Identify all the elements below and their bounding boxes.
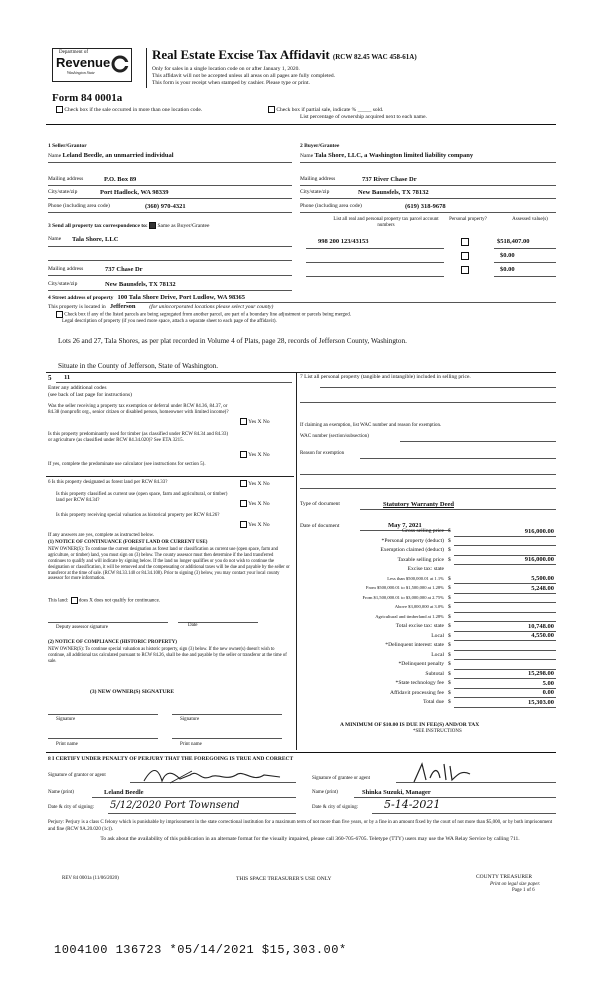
sec5-q2-yesno-label: Yes X No bbox=[248, 451, 270, 458]
minimum-due-note: A MINIMUM OF $10.00 IS DUE IN FEE(S) AND/OR TAX bbox=[340, 722, 480, 728]
sec5-code[interactable]: 11 bbox=[64, 374, 71, 381]
sec5-q1: Was the seller receiving a property tax exemption or deferral under RCW 84.36, 84.37, or 84.38 (nonprofit org., senior citizen or disabled person, homeowner with limited income)? bbox=[48, 404, 229, 415]
parcels-col1: List all real and personal property tax parcel account numbers bbox=[333, 217, 439, 228]
multi-location-checkbox[interactable] bbox=[56, 106, 63, 113]
buyer-city[interactable]: New Baunsfels, TX 78132 bbox=[358, 189, 429, 196]
sec6-q1-yesno[interactable] bbox=[240, 480, 270, 487]
calc-row-label: Subtotal bbox=[425, 670, 444, 677]
calc-row-value[interactable]: 10,748.00 bbox=[528, 622, 554, 630]
grantor-date-city[interactable]: 5/12/2020 Port Townsend bbox=[110, 800, 240, 811]
calc-row-dollar: $ bbox=[448, 537, 451, 544]
check-partial-sale[interactable] bbox=[268, 106, 383, 113]
new-owner-signature-2: Signature bbox=[180, 717, 200, 722]
parcels-col3: Assessed value(s) bbox=[512, 217, 548, 222]
form-title-ref: (RCW 82.45 WAC 458-61A) bbox=[332, 53, 417, 61]
sec6-q2-yesno-label: Yes X No bbox=[248, 500, 270, 507]
grantee-date[interactable]: 5-14-2021 bbox=[384, 798, 441, 811]
sec3-name[interactable]: Tala Shore, LLC bbox=[72, 236, 119, 243]
form-title bbox=[152, 48, 417, 63]
perjury-statement: Perjury: Perjury is a class C felony which is punishable by imprisonment in the state correctional institution for a maximum term of not more than five years, or by a fine in an amount fixed by the court of not more than $5,000, or by both imprisonment and fine (RCW 9A.20.020 (1c)). bbox=[48, 820, 553, 832]
parcel-row-2-value[interactable]: $0.00 bbox=[500, 252, 515, 259]
grantor-date-label: Date & city of signing: bbox=[48, 805, 95, 810]
page-number: Page 1 of 6 bbox=[512, 888, 535, 893]
sec5-q1-yesno-label: Yes X No bbox=[248, 418, 270, 425]
calc-row-dollar: $ bbox=[448, 594, 451, 601]
calc-row-value[interactable]: 5,500.00 bbox=[531, 575, 554, 582]
seller-city[interactable]: Port Hadlock, WA 98339 bbox=[100, 189, 169, 196]
form-title-text: Real Estate Excise Tax Affidavit bbox=[152, 47, 330, 62]
calc-row-dollar: $ bbox=[448, 623, 451, 629]
form-number: Form 84 0001a bbox=[52, 92, 123, 104]
sec7-label: 7 List all personal property (tangible and intangible) included in selling price. bbox=[300, 374, 471, 380]
deputy-date-label: Date bbox=[188, 623, 198, 628]
calc-row-line bbox=[454, 545, 556, 546]
sec6-q3-yesno-label: Yes X No bbox=[248, 521, 270, 528]
calc-row-value[interactable]: 4,550.00 bbox=[531, 632, 554, 639]
calc-row-dollar: $ bbox=[448, 547, 451, 553]
grantor-signature-label: Signature of grantor or agent bbox=[48, 773, 106, 778]
parcel-row-1-value[interactable]: $518,407.00 bbox=[497, 238, 530, 245]
calc-row-dollar: $ bbox=[448, 528, 451, 534]
grantee-name[interactable]: Shinka Suzuki, Manager bbox=[362, 789, 431, 796]
calc-row-label: *State technology fee bbox=[395, 680, 444, 686]
new-owner-signature-label: (3) NEW OWNER(S) SIGNATURE bbox=[90, 689, 174, 695]
sec6-q2: Is this property classified as current use (open space, farm and agricultural, or timber) land per RCW 84.34? bbox=[56, 492, 228, 503]
same-as-buyer-checkbox[interactable] bbox=[149, 222, 156, 229]
does-qualify-label: does X does not qualify for continuance. bbox=[78, 598, 161, 604]
sec3-mail[interactable]: 737 Chase Dr bbox=[105, 266, 143, 273]
sec3-label: 3 Send all property tax correspondence to: bbox=[48, 222, 148, 229]
notice-continuance-title: (1) NOTICE OF CONTINUANCE (FOREST LAND OR CURRENT USE) bbox=[48, 540, 208, 545]
sec4-street-label: 4 Street address of property bbox=[48, 295, 114, 301]
grantee-name-label: Name (print) bbox=[312, 790, 338, 795]
seller-name-label: Name bbox=[48, 153, 62, 159]
sec5-q2-yesno[interactable] bbox=[240, 451, 270, 458]
parcels-col2: Personal property? bbox=[449, 217, 487, 222]
property-street[interactable]: 100 Tala Shore Drive, Port Ludlow, WA 98365 bbox=[117, 294, 245, 301]
treasurer-receipt-stamp: 1004100 136723 *05/14/2021 $15,303.00* bbox=[54, 943, 347, 957]
calc-row-label: *Delinquent interest: state bbox=[385, 642, 444, 648]
sec4-located-row bbox=[48, 303, 273, 310]
calc-row-line bbox=[454, 640, 556, 641]
buyer-section-label: 2 Buyer/Grantee bbox=[300, 143, 340, 149]
docdate-label: Date of document bbox=[300, 523, 340, 529]
seller-name-row bbox=[48, 152, 174, 159]
calc-row-line bbox=[454, 593, 556, 594]
calc-row-label: *Personal property (deduct) bbox=[381, 537, 444, 544]
calc-row-dollar: $ bbox=[448, 585, 451, 591]
grantee-signature-label: Signature of grantee or agent bbox=[312, 776, 371, 781]
sec7-reason-label: Reason for exemption bbox=[300, 451, 345, 456]
calc-row-dollar: $ bbox=[448, 689, 451, 696]
buyer-mail[interactable]: 737 River Chase Dr bbox=[362, 176, 417, 183]
sec6-q1: 6 Is this property designated as forest land per RCW 84.33? bbox=[48, 480, 168, 485]
legal-description-situate[interactable]: Situate in the County of Jefferson, State of Washington. bbox=[58, 362, 219, 370]
sec6-q4: If any answers are yes, complete as instructed below. bbox=[48, 533, 155, 538]
grantor-name[interactable]: Leland Beedle bbox=[104, 789, 144, 796]
sec6-q1-yes-checkbox[interactable] bbox=[240, 480, 247, 487]
sec5-q3: If yes, complete the predominate use calculator (see instructions for section 5). bbox=[48, 462, 206, 467]
seller-section-label: 1 Seller/Grantor bbox=[48, 143, 87, 149]
doctype-label: Type of document bbox=[300, 501, 340, 507]
header-note-3: This form is your receipt when stamped by cashier. Please type or print. bbox=[152, 80, 310, 86]
sec6-q3-yes-checkbox[interactable] bbox=[240, 521, 247, 528]
parcel-row-3-personal-checkbox[interactable] bbox=[461, 266, 469, 274]
calc-row-line bbox=[454, 650, 556, 651]
calc-row-label: From $1,500,000.01 to $3,000,000 at 2.75% bbox=[362, 594, 444, 600]
seller-phone-label: Phone (including area code) bbox=[48, 203, 110, 209]
sec7-exempt-note: If claiming an exemption, list WAC number and reason for exemption. bbox=[300, 423, 442, 428]
calc-row-line bbox=[454, 564, 556, 565]
calc-row-line bbox=[454, 678, 556, 679]
sec5-number: 5 bbox=[48, 374, 52, 382]
sec5-q2-yes-checkbox[interactable] bbox=[240, 451, 247, 458]
calc-row-label: Affidavit processing fee bbox=[390, 689, 444, 696]
sec5-enter-codes: Enter any additional codes bbox=[48, 385, 107, 391]
calc-row-value[interactable]: 5.00 bbox=[542, 679, 554, 687]
calc-row-dollar: $ bbox=[448, 670, 451, 677]
check-multi-location[interactable] bbox=[56, 106, 202, 113]
logo-dept-small: Department of bbox=[59, 50, 89, 55]
calc-row-label: Local bbox=[431, 651, 444, 658]
grantor-name-label: Name (print) bbox=[48, 790, 74, 795]
seller-phone[interactable]: (360) 970-4321 bbox=[145, 203, 186, 210]
calc-row-value[interactable]: 916,000.00 bbox=[524, 527, 554, 535]
sec6-q3-yesno[interactable] bbox=[240, 521, 270, 528]
calc-row-label: Excise tax: state bbox=[407, 566, 444, 572]
calc-row-line bbox=[454, 612, 556, 613]
calc-row-label: Total excise tax: state bbox=[395, 623, 444, 629]
calc-row-line bbox=[454, 707, 556, 708]
calc-row-dollar: $ bbox=[448, 680, 451, 686]
sec6-q3: Is this property receiving special valuation as historical property per RCW 84.26? bbox=[56, 513, 220, 518]
legal-description-lots[interactable]: Lots 26 and 27, Tala Shores, as per plat recorded in Volume 4 of Plats, page 28, records of Jefferson County, Washington. bbox=[58, 337, 407, 345]
buyer-phone-label: Phone (including area code) bbox=[300, 203, 362, 209]
grantor-signature[interactable] bbox=[140, 765, 290, 787]
doctype-value[interactable]: Statutory Warranty Deed bbox=[383, 501, 455, 508]
sec6-q2-yesno[interactable] bbox=[240, 500, 270, 507]
parcel-row-3-value[interactable]: $0.00 bbox=[500, 266, 515, 273]
grantee-signature[interactable] bbox=[410, 760, 480, 786]
calc-row-line bbox=[454, 688, 556, 689]
calc-row-dollar: $ bbox=[448, 651, 451, 658]
seller-mail-label: Mailing address bbox=[48, 176, 84, 182]
sec5-q1-yes-checkbox[interactable] bbox=[240, 418, 247, 425]
calc-row-value[interactable]: 916,000.00 bbox=[524, 556, 554, 563]
partial-sale-checkbox[interactable] bbox=[268, 106, 275, 113]
sec3-name-label: Name bbox=[48, 236, 62, 242]
new-owner-print-2: Print name bbox=[180, 742, 202, 747]
county-treasurer: COUNTY TREASURER bbox=[476, 874, 533, 880]
calc-row-label: Taxable selling price bbox=[397, 556, 444, 563]
notice-compliance-body: NEW OWNER(S): To continue special valuation as historic property, sign (3) below. If the new owner(s) doesn't wish to continue, all additional tax calculated pursuant to RCW 84.26, shall be due and payable by the seller or transferor at the time of sale. bbox=[48, 647, 287, 664]
does-qualify-checkbox[interactable] bbox=[71, 597, 78, 604]
new-owner-print-1: Print name bbox=[56, 742, 78, 747]
legal-description-label: Legal description of property (if you need more space, attach a separate sheet to each page of the affidavit). bbox=[62, 319, 277, 324]
calc-row-label: Exemption claimed (deduct) bbox=[380, 547, 444, 553]
form-revision: REV 84 0001a (11/06/2020) bbox=[62, 876, 119, 881]
treasurer-use-only: THIS SPACE TREASURER'S USE ONLY bbox=[236, 876, 332, 882]
seller-mail[interactable]: P.O. Box 89 bbox=[104, 176, 137, 183]
calc-row-value[interactable]: 15,298.00 bbox=[528, 670, 554, 677]
dor-logo bbox=[52, 48, 132, 82]
deputy-assessor-label: Deputy assessor signature bbox=[56, 625, 108, 630]
sec7-wac-label: WAC number (section/subsection) bbox=[300, 434, 369, 439]
calc-row-label: Less than $500,000.01 at 1.1% bbox=[387, 575, 444, 581]
this-land-row bbox=[48, 597, 160, 604]
parcel-row-2-personal-checkbox[interactable] bbox=[461, 252, 469, 260]
check-partial-label: Check box if partial sale, indicate % _____ sold. bbox=[276, 106, 384, 113]
calc-row-dollar: $ bbox=[448, 642, 451, 648]
seller-name[interactable]: Leland Beedle, an unmarried individual bbox=[62, 152, 174, 159]
seller-city-label: City/state/zip bbox=[48, 189, 78, 195]
segregated-row[interactable] bbox=[56, 311, 351, 318]
calc-row-value[interactable]: 0.00 bbox=[542, 689, 554, 696]
this-land-label: This land: bbox=[48, 598, 69, 604]
parcel-row-1-num[interactable]: 998 200 123/43153 bbox=[318, 238, 369, 245]
docdate-value[interactable]: May 7, 2021 bbox=[388, 522, 422, 529]
notice-continuance-body: NEW OWNER(S): To continue the current designation as forest land or classification as current use (open space, farm and agriculture, or timber) land, you must sign on (3) below. The county assessor must then determine if the land transferred continues to qualify and will indicate by signing below. If the land no longer qualifies or you do not wish to continue the designation or classification, it will be removed and the compensating or additional taxes will be due and payable by the seller or transferor at the time of sale. (RCW 84.33.140 or 84.34.108). Prior to signing (3) below, you may contact your local county assessor for more information. bbox=[48, 547, 290, 582]
logo-revenue: Revenue bbox=[56, 55, 111, 70]
sec4-located-label: This property is located in bbox=[48, 304, 106, 310]
legal-paper-note: Print on legal size paper. bbox=[490, 882, 541, 887]
calc-row-value[interactable]: 5,248.00 bbox=[531, 584, 554, 592]
sec5-see-instructions: (see back of last page for instructions) bbox=[48, 392, 132, 398]
sec3-label-row bbox=[48, 222, 209, 229]
calc-row-line bbox=[454, 536, 556, 537]
calc-row-dollar: $ bbox=[448, 699, 451, 705]
sec6-q1-yesno-label: Yes X No bbox=[248, 480, 270, 487]
sec4-street-row bbox=[48, 294, 245, 301]
calc-row-dollar: $ bbox=[448, 556, 451, 563]
calc-row-value[interactable]: 15,303.00 bbox=[528, 698, 554, 706]
notice-compliance-title: (2) NOTICE OF COMPLIANCE (HISTORIC PROPERTY) bbox=[48, 640, 177, 645]
calc-row-label: Total due bbox=[423, 699, 444, 705]
logo-swirl-icon bbox=[111, 55, 129, 73]
buyer-name-label: Name bbox=[300, 153, 314, 159]
calc-row-dollar: $ bbox=[448, 661, 451, 667]
list-percentage-note: List percentage of ownership acquired next to each name. bbox=[300, 114, 427, 120]
calc-row-label: *Delinquent penalty bbox=[398, 661, 444, 667]
buyer-name-row bbox=[300, 152, 473, 159]
segregated-checkbox[interactable] bbox=[56, 311, 63, 318]
certify-statement: 8 I CERTIFY UNDER PENALTY OF PERJURY THAT THE FOREGOING IS TRUE AND CORRECT bbox=[48, 756, 294, 762]
sec6-q2-yes-checkbox[interactable] bbox=[240, 500, 247, 507]
segregated-label: Check box if any of the listed parcels are being segregated from another parcel, are part of a boundary line adjustment or parcels being merged. bbox=[64, 312, 351, 318]
header-note-2: This affidavit will not be accepted unless all areas on all pages are fully completed. bbox=[152, 73, 336, 79]
same-as-buyer-label: Same as Buyer/Grantee bbox=[157, 222, 210, 229]
sec3-mail-label: Mailing address bbox=[48, 266, 84, 272]
buyer-mail-label: Mailing address bbox=[300, 176, 336, 182]
sec3-city-label: City/state/zip bbox=[48, 281, 78, 287]
alternate-format-note: To ask about the availability of this publication in an alternate format for the visually impaired, please call 360-705-6705. Teletype (TTY) users may use the WA Relay Service by calling 711. bbox=[100, 836, 520, 842]
sec5-q1-yesno[interactable] bbox=[240, 418, 270, 425]
calc-row-label: Agricultural and timberland at 1.28% bbox=[375, 613, 444, 619]
sec4-unincorp-note: (for unincorporated locations please select your county) bbox=[149, 304, 274, 310]
calc-row-line bbox=[454, 602, 556, 603]
calc-row-label: Above $3,000,000 at 3.0% bbox=[394, 604, 444, 609]
header-note-1: Only for sales in a single location code on or after January 1, 2020. bbox=[152, 66, 300, 72]
see-instructions-note: *SEE INSTRUCTIONS bbox=[413, 729, 462, 734]
calc-row-label: Gross selling price bbox=[402, 528, 444, 534]
sec5-q2: Is this property predominantly used for timber (as classified under RCW 84.34 and 84.33) or agriculture (as classified under RCW 84.34.020)? See ETA 3215. bbox=[48, 432, 229, 443]
calc-row-label: Local bbox=[431, 632, 444, 639]
calc-row-line bbox=[454, 659, 556, 660]
logo-state: Washington State bbox=[67, 70, 95, 75]
calc-row-dollar: $ bbox=[448, 613, 451, 620]
calc-row-dollar: $ bbox=[448, 575, 451, 582]
calc-row-label: From $500,000.01 to $1,500,000 at 1.28% bbox=[365, 585, 444, 590]
buyer-name[interactable]: Tala Shore, LLC, a Washington limited liability company bbox=[314, 152, 474, 159]
new-owner-signature-1: Signature bbox=[56, 717, 76, 722]
parcel-row-1-personal-checkbox[interactable] bbox=[461, 238, 469, 246]
property-county[interactable]: Jefferson bbox=[109, 303, 136, 310]
grantee-date-label: Date & city of signing: bbox=[312, 805, 359, 810]
check-multi-label: Check box if the sale occurred in more than one location code. bbox=[64, 106, 203, 113]
calc-row-dollar: $ bbox=[448, 632, 451, 639]
buyer-city-label: City/state/zip bbox=[300, 189, 330, 195]
sec3-city[interactable]: New Baunsfels, TX 78132 bbox=[105, 281, 176, 288]
calc-row-dollar: $ bbox=[448, 604, 451, 610]
buyer-phone[interactable]: (619) 318-9678 bbox=[405, 203, 446, 210]
